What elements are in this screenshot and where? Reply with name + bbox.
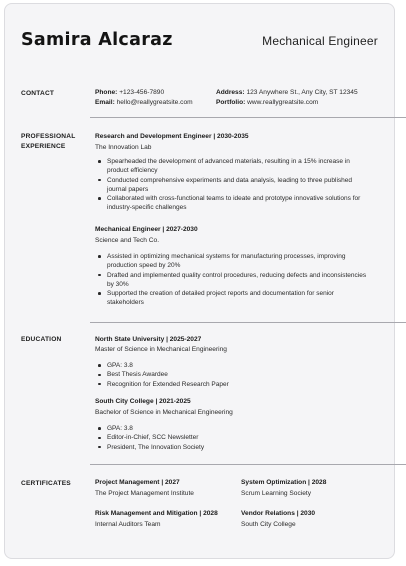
certificate-title: Vendor Relations | 2030 — [241, 510, 316, 517]
school-bullets — [96, 361, 368, 389]
experience-section-label — [21, 132, 83, 151]
phone-label: Phone: — [95, 89, 118, 96]
list-item: Editor-in-Chief, SCC Newsletter — [96, 433, 368, 442]
candidate-title: Mechanical Engineer — [262, 34, 378, 48]
school-name: South City College | 2021-2025 — [95, 398, 191, 405]
certificate-issuer: Scrum Learning Society — [241, 490, 312, 497]
certificate-issuer: Internal Auditors Team — [95, 521, 161, 528]
certificate-title: System Optimization | 2028 — [241, 479, 327, 486]
list-item: Spearheaded the development of advanced materials, resulting in a 15% increase in product efficiency — [96, 157, 368, 176]
certificates-section-label: CERTIFICATES — [21, 480, 71, 487]
email-label: Email: — [95, 99, 115, 106]
list-item: Best Thesis Awardee — [96, 370, 368, 379]
certificate-issuer: South City College — [241, 521, 296, 528]
list-item: GPA: 3.8 — [96, 361, 368, 370]
list-item: Supported the creation of detailed project reports and documentation for senior stakeholders — [96, 289, 368, 308]
certificate-issuer: The Project Management Institute — [95, 490, 194, 497]
certificate-title: Risk Management and Mitigation | 2028 — [95, 510, 218, 517]
contact-portfolio — [216, 98, 318, 108]
list-item: Assisted in optimizing mechanical systems for manufacturing processes, improving production speed by 20% — [96, 252, 368, 271]
address-value: 123 Anywhere St., Any City, ST 12345 — [246, 89, 358, 96]
list-item: President, The Innovation Society — [96, 443, 368, 452]
list-item: Recognition for Extended Research Paper — [96, 380, 368, 389]
contact-section-label: CONTACT — [21, 90, 55, 97]
divider-experience — [90, 322, 406, 323]
school-name: North State University | 2025-2027 — [95, 336, 202, 343]
education-section-label: EDUCATION — [21, 336, 62, 343]
school-degree: Bachelor of Science in Mechanical Engineering — [95, 409, 233, 416]
address-label: Address: — [216, 89, 245, 96]
school-bullets — [96, 424, 368, 452]
list-item: Drafted and implemented quality control procedures, reducing defects and inconsistencies by 30% — [96, 271, 368, 290]
experience-label-line1: PROFESSIONAL — [21, 133, 76, 140]
job-company: The Innovation Lab — [95, 144, 152, 151]
list-item: Collaborated with cross-functional teams to ideate and prototype innovative solutions for industry-specific challenges — [96, 194, 368, 213]
job-company: Science and Tech Co. — [95, 237, 160, 244]
school-degree: Master of Science in Mechanical Engineering — [95, 346, 227, 353]
divider-contact — [90, 117, 406, 118]
list-item: Conducted comprehensive experiments and data analysis, leading to three published journal papers — [96, 176, 368, 195]
list-item: GPA: 3.8 — [96, 424, 368, 433]
contact-address — [216, 88, 358, 98]
candidate-name: Samira Alcaraz — [21, 30, 173, 50]
portfolio-value: www.reallygreatsite.com — [247, 99, 319, 106]
contact-phone — [95, 88, 164, 98]
portfolio-label: Portfolio: — [216, 99, 246, 106]
phone-value: +123-456-7890 — [119, 89, 165, 96]
contact-email — [95, 98, 193, 108]
job-bullets — [96, 252, 368, 308]
email-value: hello@reallygreatsite.com — [116, 99, 193, 106]
experience-label-line2: EXPERIENCE — [21, 142, 66, 150]
divider-education — [90, 464, 406, 465]
certificate-title: Project Management | 2027 — [95, 479, 180, 486]
job-bullets — [96, 157, 368, 213]
job-role: Mechanical Engineer | 2027-2030 — [95, 226, 198, 233]
job-role: Research and Development Engineer | 2030-2035 — [95, 133, 249, 140]
